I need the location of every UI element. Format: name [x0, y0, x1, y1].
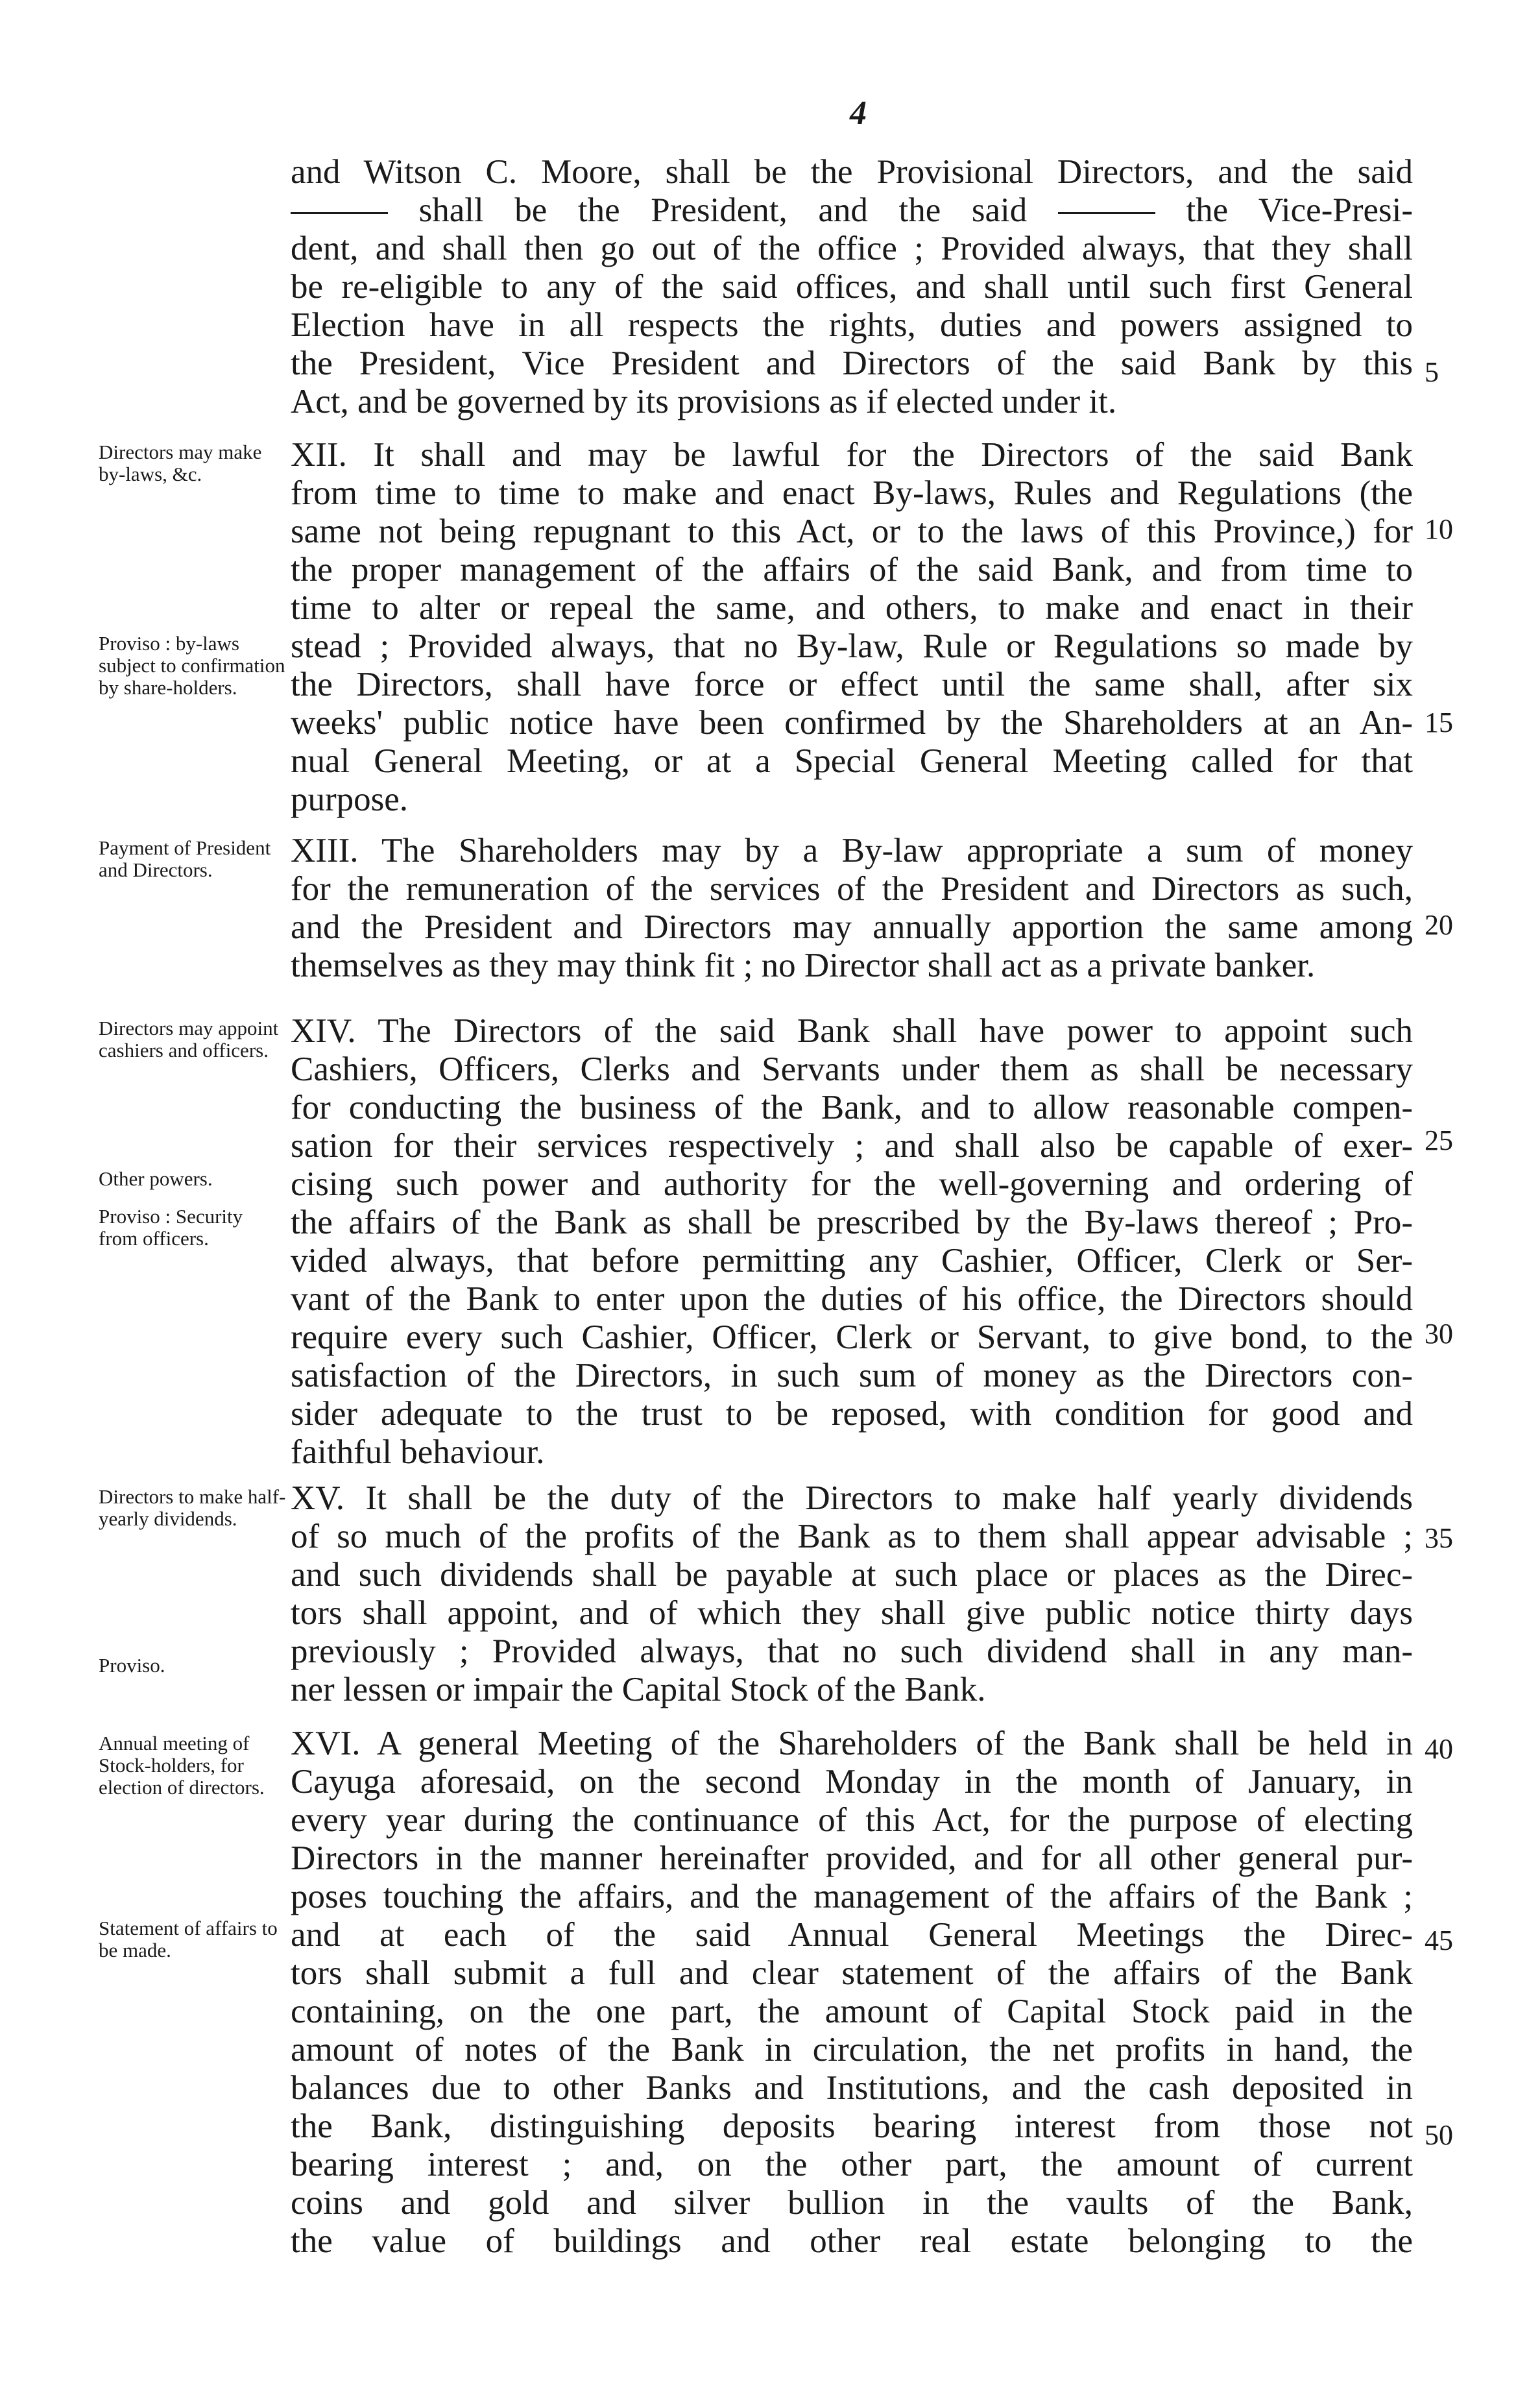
text-line: satisfaction of the Directors, in such sum of money as the Directors con- [291, 1357, 1413, 1394]
text-line: vant of the Bank to enter upon the duties of his office, the Directors should [291, 1280, 1413, 1318]
blank-line [291, 212, 388, 214]
line-number: 30 [1425, 1318, 1453, 1350]
text-line: previously ; Provided always, that no such dividend shall in any man- [291, 1632, 1413, 1670]
line-number: 35 [1425, 1522, 1453, 1554]
line-number: 20 [1425, 909, 1453, 941]
text-line: stead ; Provided always, that no By-law, Rule or Regulations so made by [291, 627, 1413, 665]
text-line: faithful behaviour. [291, 1433, 545, 1471]
margin-note-directors-bylaws: Directors may make by-laws, &c. [99, 441, 262, 485]
margin-note-proviso-security: Proviso : Security from officers. [99, 1205, 243, 1250]
text-line: from time to time to make and enact By-laws, Rules and Regulations (the [291, 474, 1413, 512]
line-number: 10 [1425, 513, 1453, 545]
text-line: shall be the President, and the said the Vice-Presi- [291, 191, 1413, 230]
text-line: require every such Cashier, Officer, Clerk or Servant, to give bond, to the [291, 1318, 1413, 1356]
text-line: be re-eligible to any of the said offices, and shall until such first General [291, 268, 1413, 306]
text-line: and such dividends shall be payable at such place or places as the Direc- [291, 1556, 1413, 1594]
text-line: poses touching the affairs, and the management of the affairs of the Bank ; [291, 1878, 1413, 1915]
text-line: every year during the continuance of this Act, for the purpose of electing [291, 1801, 1413, 1839]
line-number: 40 [1425, 1733, 1453, 1765]
text-line: Cashiers, Officers, Clerks and Servants under them as shall be necessary [291, 1050, 1413, 1088]
text-line: coins and gold and silver bullion in the vaults of the Bank, [291, 2184, 1413, 2222]
line-number: 5 [1425, 356, 1439, 388]
text-line: ner lessen or impair the Capital Stock of the Bank. [291, 1671, 986, 1708]
text-line: of so much of the profits of the Bank as to them shall appear advisable ; [291, 1518, 1413, 1555]
text-line: purpose. [291, 781, 409, 818]
text-line: the proper management of the affairs of the said Bank, and from time to [291, 551, 1413, 589]
text-line: for conducting the business of the Bank, and to allow reasonable compen- [291, 1089, 1413, 1126]
text-line: the Directors, shall have force or effect until the same shall, after six [291, 666, 1413, 703]
text-line: tors shall submit a full and clear statement of the affairs of the Bank [291, 1954, 1413, 1992]
text-line: Cayuga aforesaid, on the second Monday in the month of January, in [291, 1763, 1413, 1801]
text-line: for the remuneration of the services of the President and Directors as such, [291, 870, 1413, 908]
text-line: the Bank, distinguishing deposits bearing interest from those not [291, 2107, 1413, 2145]
text-line: amount of notes of the Bank in circulation, the net profits in hand, the [291, 2031, 1413, 2069]
margin-note-appoint-cashiers: Directors may appoint cashiers and officers. [99, 1017, 279, 1062]
text-line: sation for their services respectively ; and shall also be capable of exer- [291, 1127, 1413, 1165]
text-line: time to alter or repeal the same, and others, to make and enact in their [291, 589, 1413, 627]
text-line: same not being repugnant to this Act, or to the laws of this Province,) for [291, 513, 1413, 550]
text-line: cising such power and authority for the well-governing and ordering of [291, 1165, 1413, 1203]
margin-note-proviso-bylaws: Proviso : by-laws subject to confirmation by share-holders. [99, 632, 285, 699]
text-line: XIII. The Shareholders may by a By-law appropriate a sum of money [291, 832, 1413, 869]
section-xv [291, 1479, 1413, 1709]
text-line: XV. It shall be the duty of the Directors to make half yearly dividends [291, 1479, 1413, 1517]
text-line: XVI. A general Meeting of the Shareholders of the Bank shall be held in [291, 1725, 1413, 1762]
margin-note-payment: Payment of President and Directors. [99, 836, 271, 881]
page-number: 4 [850, 95, 867, 132]
text-line: and at each of the said Annual General Meetings the Direc- [291, 1916, 1413, 1954]
section-xiv [291, 1012, 1413, 1472]
continuation-paragraph [291, 153, 1413, 421]
section-xii [291, 436, 1413, 819]
text-line: and Witson C. Moore, shall be the Provisional Directors, and the said [291, 153, 1413, 191]
text-line: dent, and shall then go out of the office ; Provided always, that they shall [291, 230, 1413, 267]
margin-note-dividends: Directors to make half-yearly dividends. [99, 1485, 286, 1530]
text-line: bearing interest ; and, on the other part, the amount of current [291, 2146, 1413, 2183]
section-xiii [291, 832, 1413, 985]
text-line: the value of buildings and other real estate belonging to the [291, 2222, 1413, 2260]
text-line: and the President and Directors may annually apportion the same among [291, 908, 1413, 946]
line-number: 50 [1425, 2119, 1453, 2151]
text-line: nual General Meeting, or at a Special General Meeting called for that [291, 742, 1413, 780]
margin-note-other-powers: Other powers. [99, 1167, 213, 1190]
text-line: weeks' public notice have been confirmed by the Shareholders at an An- [291, 704, 1413, 742]
text-line: XIV. The Directors of the said Bank shall have power to appoint such [291, 1012, 1413, 1050]
text-line: the affairs of the Bank as shall be prescribed by the By-laws thereof ; Pro- [291, 1204, 1413, 1241]
text-line: balances due to other Banks and Institutions, and the cash deposited in [291, 2069, 1413, 2107]
margin-note-annual-meeting: Annual meeting of Stock-holders, for election of directors. [99, 1732, 265, 1799]
line-number: 25 [1425, 1124, 1453, 1156]
margin-note-proviso: Proviso. [99, 1654, 165, 1677]
text-line: themselves as they may think fit ; no Director shall act as a private banker. [291, 947, 1316, 984]
text-line: Act, and be governed by its provisions as if elected under it. [291, 383, 1117, 420]
text-line: XII. It shall and may be lawful for the Directors of the said Bank [291, 436, 1413, 474]
line-number: 45 [1425, 1924, 1453, 1956]
margin-note-statement: Statement of affairs to be made. [99, 1917, 278, 1961]
text-line: Directors in the manner hereinafter provided, and for all other general pur- [291, 1839, 1413, 1877]
text-line: sider adequate to the trust to be reposed, with condition for good and [291, 1395, 1413, 1433]
blank-line [1058, 212, 1155, 214]
text-line: the President, Vice President and Directors of the said Bank by this [291, 345, 1413, 382]
line-number: 15 [1425, 707, 1453, 738]
text-line: vided always, that before permitting any Cashier, Officer, Clerk or Ser- [291, 1242, 1413, 1280]
text-line: tors shall appoint, and of which they shall give public notice thirty days [291, 1594, 1413, 1632]
text-line: containing, on the one part, the amount of Capital Stock paid in the [291, 1993, 1413, 2030]
text-line: Election have in all respects the rights, duties and powers assigned to [291, 306, 1413, 344]
section-xvi [291, 1725, 1413, 2261]
